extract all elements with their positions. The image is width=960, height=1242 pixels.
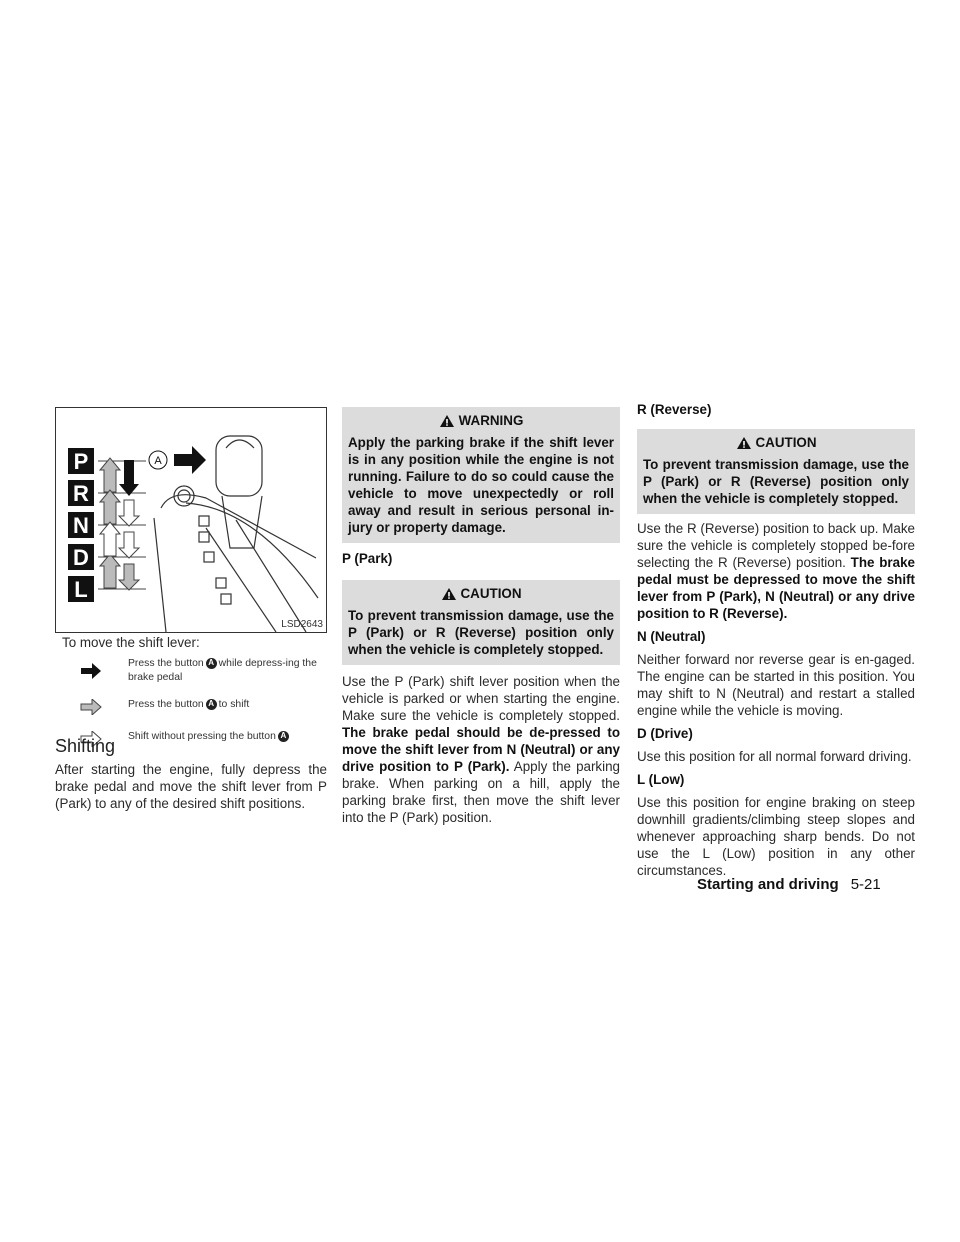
shift-lever-illustration: [56, 408, 326, 632]
park-paragraph: [342, 673, 620, 826]
figure-code: LSD2643: [281, 619, 323, 630]
reverse-paragraph: [637, 520, 915, 622]
caution-box: [342, 580, 620, 665]
gear-letter-l: L: [74, 577, 88, 602]
button-a-badge: A: [206, 699, 217, 710]
shifting-text: After starting the engine, fully depress the brake pedal and move the shift lever from P (Park) to any of the desired shift positions.: [55, 762, 327, 811]
low-heading: L (Low): [637, 772, 685, 787]
warning-title: WARNING: [458, 413, 524, 428]
legend-text-pre: Press the button: [128, 699, 204, 710]
callout-arrow-icon: [174, 446, 206, 474]
gear-letter-r: R: [73, 481, 89, 506]
drive-text: Use this position for all normal forward driving.: [637, 749, 912, 764]
shift-lever-figure: [55, 407, 327, 633]
callout-label: A: [154, 455, 162, 467]
page-footer: [697, 876, 881, 893]
warning-text: Apply the parking brake if the shift lever is in any position while the engine is not running. Failure to do so could cause the vehicle to move unexpectedly or roll away and result in serious personal in-jury or property damage.: [348, 435, 614, 535]
park-text-2: Apply the parking brake. When parking on a hill, apply the parking brake first, then move the shift lever into the P (Park) position.: [342, 759, 620, 825]
solid-arrow-icon: [80, 663, 102, 679]
gear-letter-badges: [68, 448, 94, 602]
legend-item-hatched: [55, 698, 327, 718]
low-text: Use this position for engine braking on steep downhill gradients/climbing steep slopes and whenever approaching sharp bends. Do not use the L (Low) position in any other circumstances.: [637, 795, 915, 878]
warning-triangle-icon: [441, 587, 457, 601]
gear-letter-n: N: [73, 513, 89, 538]
legend-text-post: to shift: [218, 699, 250, 710]
column-3: [637, 402, 915, 879]
reverse-text: Use the R (Reverse) position to back up. Make sure the vehicle is completely stopped be-fore selecting the R (Reverse) position.: [637, 521, 915, 570]
caution-box: [637, 429, 915, 514]
legend-item-solid: [55, 657, 327, 689]
intro-text: To move the shift lever:: [62, 635, 200, 650]
caution-text: To prevent transmission damage, use the P (Park) or R (Reverse) position only when the vehicle is completely stopped.: [643, 457, 909, 506]
button-a-badge: A: [206, 658, 217, 669]
park-bold-text: The brake pedal should be de-pressed to move the shift lever from N (Neutral) or any drive position to P (Park).: [342, 725, 620, 774]
section-title-shifting: Shifting: [55, 736, 116, 756]
warning-triangle-icon: [439, 414, 455, 428]
warning-triangle-icon: [736, 436, 752, 450]
button-a-badge: A: [278, 731, 289, 742]
footer-section-title: Starting and driving: [697, 876, 839, 893]
page-number: 5-21: [850, 876, 881, 893]
gear-letter-p: P: [73, 449, 89, 474]
park-text: Use the P (Park) shift lever position when the vehicle is parked or when starting the engine. Make sure the vehicle is completely stopped.: [342, 674, 620, 723]
legend-text-post: while depress-ing the brake pedal: [128, 658, 317, 683]
warning-box: [342, 407, 620, 543]
reverse-bold-text: The brake pedal must be depressed to move the shift lever from P (Park), N (Neutral) or any drive position to R (Reverse).: [637, 555, 915, 621]
caution-title: CAUTION: [460, 586, 522, 601]
gear-letter-d: D: [73, 545, 89, 570]
park-heading: P (Park): [342, 551, 393, 566]
reverse-heading: R (Reverse): [637, 402, 712, 417]
caution-title: CAUTION: [755, 435, 817, 450]
column-2: [342, 407, 620, 826]
shift-arrows: [98, 458, 146, 590]
legend-text-pre: Shift without pressing the button: [128, 731, 276, 742]
caution-text: To prevent transmission damage, use the P (Park) or R (Reverse) position only when the vehicle is completely stopped.: [348, 608, 614, 657]
neutral-text: Neither forward nor reverse gear is en-gaged. The engine can be started in this position. You may shift to N (Neutral) and restart a stalled engine while the vehicle is moving.: [637, 652, 915, 718]
drive-heading: D (Drive): [637, 726, 693, 741]
legend-text-pre: Press the button: [128, 658, 204, 669]
neutral-heading: N (Neutral): [637, 629, 706, 644]
hatched-arrow-icon: [80, 699, 102, 715]
